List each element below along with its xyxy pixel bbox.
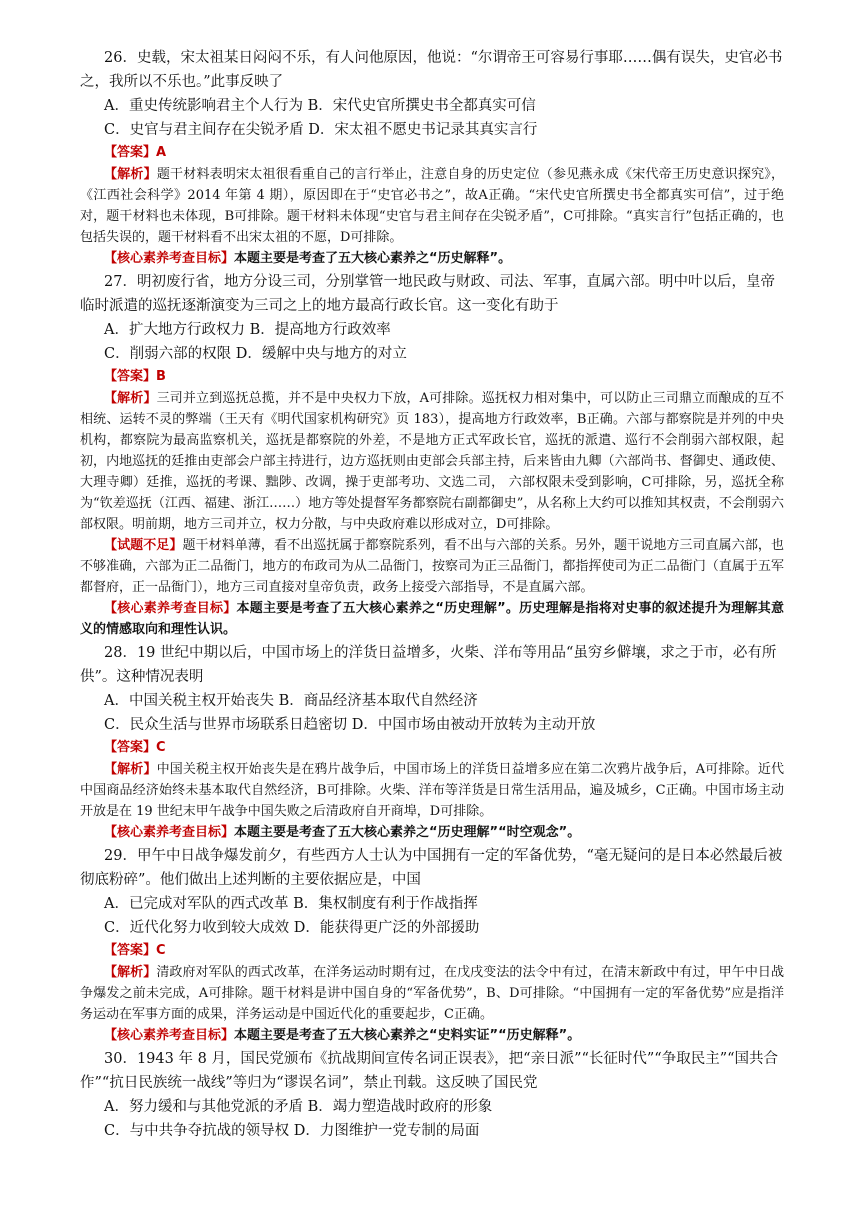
answer-line: [80, 142, 784, 164]
options-line-2: C．削弱六部的权限 D．缓解中央与地方的对立: [104, 346, 407, 362]
answer-line: [80, 737, 784, 759]
question-stem: 30．1943 年 8 月，国民党颁布《抗战期间宣传名词正误表》，把“亲日派”“长征时代”“争取民主”“国共合作”“抗日民族统一战线”等归为“谬误名词”，禁止刊载。这反映了国民党: [80, 1051, 779, 1091]
question-stem: 27．明初废行省，地方分设三司，分别掌管一地民政与财政、司法、军事，直属六部。明中叶以后，皇帝临时派遣的巡抚逐渐演变为三司之上的地方最高行政长官。这一变化有助于: [80, 274, 775, 314]
literacy-paragraph: [80, 1025, 784, 1046]
question-options: [80, 1095, 784, 1143]
question-options: [80, 689, 784, 737]
options-line-1: A．已完成对军队的西式改革 B．集权制度有利于作战指挥: [104, 896, 478, 912]
analysis-paragraph: [80, 164, 784, 248]
options-line-2: C．史官与君主间存在尖锐矛盾 D．宋太祖不愿史书记录其真实言行: [104, 122, 538, 138]
literacy-text: 本题主要是考查了五大核心素养之“史料实证”“历史解释”。: [234, 1028, 581, 1043]
question-options: [80, 94, 784, 142]
answer-label: 【答案】: [104, 145, 157, 160]
document-content: [80, 46, 784, 1144]
answer-line: [80, 940, 784, 962]
literacy-label: 【核心素养考查目标】: [104, 601, 237, 616]
question-options: [80, 892, 784, 940]
options-line-1: A．扩大地方行政权力 B．提高地方行政效率: [104, 322, 391, 338]
shortcoming-text: 题干材料单薄，看不出巡抚属于都察院系列，看不出与六部的关系。另外，题干说地方三司直属六部，也不够准确，六部为正二品衙门，地方的布政司为从二品衙门，按察司为正三品衙门，都指挥使司为正二品衙门（直属于五军都督府，正一品衙门），地方三司直接对皇帝负责，政务上接受六部指导，不是直属六部。: [80, 538, 784, 595]
literacy-text: 本题主要是考查了五大核心素养之“历史理解”“时空观念”。: [234, 825, 581, 840]
shortcoming-label: 【试题不足】: [104, 538, 183, 553]
literacy-paragraph: [80, 248, 784, 269]
answer-line: [80, 366, 784, 388]
analysis-paragraph: [80, 388, 784, 535]
analysis-paragraph: [80, 759, 784, 822]
question-27: [80, 270, 784, 640]
literacy-paragraph: [80, 822, 784, 843]
answer-value: C: [156, 740, 166, 755]
analysis-label: 【解析】: [104, 391, 157, 406]
question-stem: 26．史载，宋太祖某日闷闷不乐，有人问他原因，他说：“尔谓帝王可容易行事耶……偶有误失，史官必书之，我所以不乐也。”此事反映了: [80, 50, 783, 90]
options-line-1: A．中国关税主权开始丧失 B．商品经济基本取代自然经济: [104, 693, 478, 709]
analysis-label: 【解析】: [104, 167, 157, 182]
answer-value: C: [156, 943, 166, 958]
options-line-1: A．努力缓和与其他党派的矛盾 B．竭力塑造战时政府的形象: [104, 1099, 493, 1115]
answer-label: 【答案】: [104, 740, 157, 755]
options-line-2: C．民众生活与世界市场联系日趋密切 D．中国市场由被动开放转为主动开放: [104, 717, 596, 733]
options-line-2: C．近代化努力收到较大成效 D．能获得更广泛的外部援助: [104, 920, 480, 936]
literacy-text: 本题主要是考查了五大核心素养之“历史解释”。: [234, 251, 512, 266]
question-28: [80, 641, 784, 843]
question-29: [80, 844, 784, 1046]
question-stem: 28．19 世纪中期以后，中国市场上的洋货日益增多，火柴、洋布等用品“虽穷乡僻壤，求之于市，必有所供”。这种情况表明: [80, 645, 777, 685]
question-26: [80, 46, 784, 269]
answer-value: B: [156, 369, 166, 384]
question-30: [80, 1047, 784, 1143]
analysis-text: 题干材料表明宋太祖很看重自己的言行举止，注意自身的历史定位（参见燕永成《宋代帝王历史意识探究》，《江西社会科学》2014 年第 4 期），原因即在于“史官必书之”，故A正确。“宋代史官所撰史书全都真实可信”，过于绝对，题干材料也未体现，B可排除。题干材料未体现“史官与君主间存在尖锐矛盾”，C可排除。“真实言行”包括正确的，也包括失误的，题干材料看不出宋太祖的不愿，D可排除。: [80, 167, 784, 245]
literacy-paragraph: [80, 598, 784, 640]
analysis-label: 【解析】: [104, 965, 157, 980]
analysis-label: 【解析】: [104, 762, 157, 777]
analysis-paragraph: [80, 962, 784, 1025]
analysis-text: 清政府对军队的西式改革，在洋务运动时期有过，在戊戌变法的法令中有过，在清末新政中有过，甲午中日战争爆发之前未完成，A可排除。题干材料是讲中国自身的“军备优势”，B、D可排除。“中国拥有一定的军备优势”应是指洋务运动在军事方面的成果，洋务运动是中国近代化的重要起步，C正确。: [80, 965, 784, 1022]
question-stem: 29．甲午中日战争爆发前夕，有些西方人士认为中国拥有一定的军备优势，“毫无疑问的是日本必然最后被彻底粉碎”。他们做出上述判断的主要依据应是，中国: [80, 848, 783, 888]
answer-value: A: [156, 145, 167, 160]
analysis-text: 中国关税主权开始丧失是在鸦片战争后，中国市场上的洋货日益增多应在第二次鸦片战争后，A可排除。近代中国商品经济始终未基本取代自然经济，B可排除。火柴、洋布等洋货是日常生活用品，遍及城乡，C正确。中国市场主动开放是在 19 世纪末甲午战争中国失败之后清政府自开商埠，D可排除。: [80, 762, 784, 819]
literacy-text: 本题主要是考查了五大核心素养之“历史理解”。历史理解是指将对史事的叙述提升为理解其意义的情感取向和理性认识。: [80, 601, 784, 637]
answer-label: 【答案】: [104, 369, 157, 384]
options-line-1: A．重史传统影响君主个人行为 B．宋代史官所撰史书全都真实可信: [104, 98, 536, 114]
literacy-label: 【核心素养考查目标】: [104, 1028, 235, 1043]
question-options: [80, 318, 784, 366]
shortcoming-paragraph: [80, 535, 784, 598]
literacy-label: 【核心素养考查目标】: [104, 251, 235, 266]
options-line-2: C．与中共争夺抗战的领导权 D．力图维护一党专制的局面: [104, 1123, 480, 1139]
answer-label: 【答案】: [104, 943, 157, 958]
literacy-label: 【核心素养考查目标】: [104, 825, 235, 840]
analysis-text: 三司并立到巡抚总揽，并不是中央权力下放，A可排除。巡抚权力相对集中，可以防止三司鼎立而酿成的互不相统、运转不灵的弊端（王天有《明代国家机构研究》页 183），提高地方行政效率，B正确。六部与都察院是并列的中央机构，都察院为最高监察机关，巡抚是都察院的外差，不是地方正式军政长官，巡抚的派遣、巡行不会削弱六部权限，起初，内地巡抚的廷推由吏部会户部主持进行，边方巡抚则由吏部会兵部主持，后来皆由九卿（六部尚书、督御史、通政使、大理寺卿）廷推，巡抚的考课、黜陟、改调，操于吏部考功、文选二司， 六部权限未受到影响，C可排除，另，巡抚全称为“钦差巡抚（江西、福建、浙江……）地方等处提督军务都察院右副都御史”，从名称上大约可以推知其权责，不会削弱六部权限。明前期，地方三司并立，权力分散，与中央政府难以形成对立，D可排除。: [80, 391, 784, 532]
